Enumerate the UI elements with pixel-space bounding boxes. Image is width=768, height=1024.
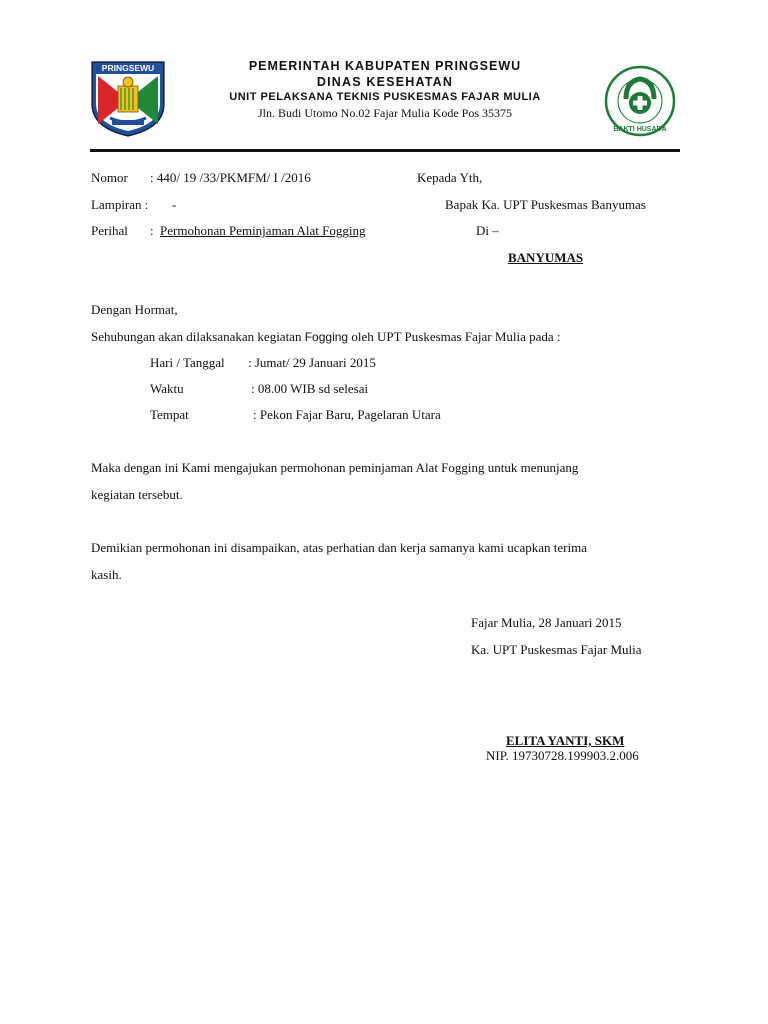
lampiran-label: Lampiran :: [91, 197, 149, 212]
signature-nip: NIP. 19730728.199903.2.006: [486, 748, 639, 763]
pringsewu-emblem-icon: [88, 60, 168, 138]
letterhead-divider: [90, 149, 680, 152]
detail-label-time: Waktu: [150, 381, 184, 396]
greeting: Dengan Hormat,: [91, 302, 178, 317]
recipient-di: Di –: [476, 223, 499, 238]
intro-before: Sehubungan akan dilaksanakan kegiatan: [91, 329, 305, 344]
kepada-yth: Kepada Yth,: [417, 170, 483, 185]
paragraph-request-line1: Maka dengan ini Kami mengajukan permohonan peminjaman Alat Fogging untuk menunjang: [91, 460, 579, 475]
detail-label-date: Hari / Tanggal: [150, 355, 225, 370]
intro-after: oleh UPT Puskesmas Fajar Mulia pada :: [348, 329, 561, 344]
recipient-place: BANYUMAS: [508, 250, 584, 265]
letterhead-unit: UNIT PELAKSANA TEKNIS PUSKESMAS FAJAR MULIA: [229, 91, 541, 103]
perihal-label: Perihal: [91, 223, 128, 238]
recipient-name: Bapak Ka. UPT Puskesmas Banyumas: [445, 197, 646, 212]
letterhead-address: Jln. Budi Utomo No.02 Fajar Mulia Kode Pos 35375: [258, 106, 512, 120]
svg-text:PRINGSEWU: PRINGSEWU: [101, 63, 155, 73]
bakti-husada-text: BAKTI HUSADA: [613, 126, 667, 133]
detail-label-place: Tempat: [150, 407, 189, 422]
signature-position: Ka. UPT Puskesmas Fajar Mulia: [471, 642, 642, 657]
intro-fogging: Fogging: [304, 330, 349, 344]
detail-value-date: : Jumat/ 29 Januari 2015: [248, 355, 376, 370]
bakti-husada-logo-icon: [604, 65, 676, 137]
lampiran-value: -: [172, 197, 177, 212]
paragraph-closing-line2: kasih.: [91, 567, 122, 582]
detail-value-time: : 08.00 WIB sd selesai: [251, 381, 369, 396]
letterhead: [175, 58, 595, 121]
intro-paragraph: [91, 329, 561, 345]
letterhead-department: DINAS KESEHATAN: [316, 75, 454, 89]
nomor-label: Nomor: [91, 170, 128, 185]
signature-name: ELITA YANTI, SKM: [506, 733, 625, 748]
signature-place-date: Fajar Mulia, 28 Januari 2015: [471, 615, 622, 630]
letterhead-government: PEMERINTAH KABUPATEN PRINGSEWU: [248, 59, 522, 73]
paragraph-request-line2: kegiatan tersebut.: [91, 487, 183, 502]
perihal-value: Permohonan Peminjaman Alat Fogging: [160, 223, 366, 238]
detail-value-place: : Pekon Fajar Baru, Pagelaran Utara: [253, 407, 441, 422]
paragraph-closing-line1: Demikian permohonan ini disampaikan, atas perhatian dan kerja samanya kami ucapkan terima: [91, 540, 587, 555]
perihal-colon: :: [150, 223, 154, 238]
nomor-value: : 440/ 19 /33/PKMFM/ I /2016: [150, 170, 311, 185]
